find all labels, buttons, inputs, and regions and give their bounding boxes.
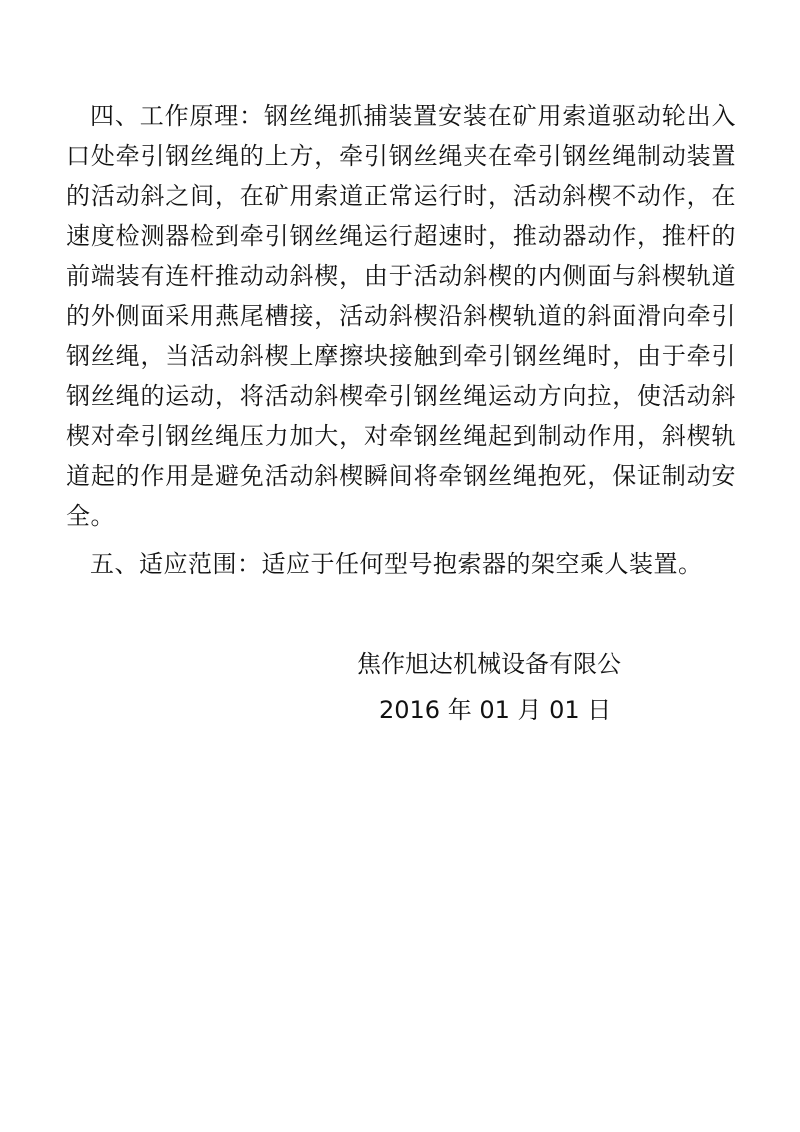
working-principle-paragraph: 四、工作原理：钢丝绳抓捕装置安装在矿用索道驱动轮出入口处牵引钢丝绳的上方，牵引钢丝绳夹在牵引钢丝绳制动装置的活动斜之间，在矿用索道正常运行时，活动斜楔不动作，在速度检测器检到牵引钢丝绳运行超速时，推动器动作，推杆的前端装有连杆推动动斜楔，由于活动斜楔的内侧面与斜楔轨道的外侧面采用燕尾槽接，活动斜楔沿斜楔轨道的斜面滑向牵引钢丝绳，当活动斜楔上摩擦块接触到牵引钢丝绳时，由于牵引钢丝绳的运动，将活动斜楔牵引钢丝绳运动方向拉，使活动斜楔对牵引钢丝绳压力加大，对牵钢丝绳起到制动作用，斜楔轨道起的作用是避免活动斜楔瞬间将牵钢丝绳抱死，保证制动安全。	[66, 102, 736, 530]
document-body	[66, 96, 736, 584]
document-date: 2016 年 01 月 01 日	[379, 696, 612, 724]
application-scope-paragraph: 五、适应范围：适应于任何型号抱索器的架空乘人装置。	[90, 550, 703, 578]
company-name: 焦作旭达机械设备有限公	[357, 650, 621, 678]
signature-block	[357, 644, 717, 730]
